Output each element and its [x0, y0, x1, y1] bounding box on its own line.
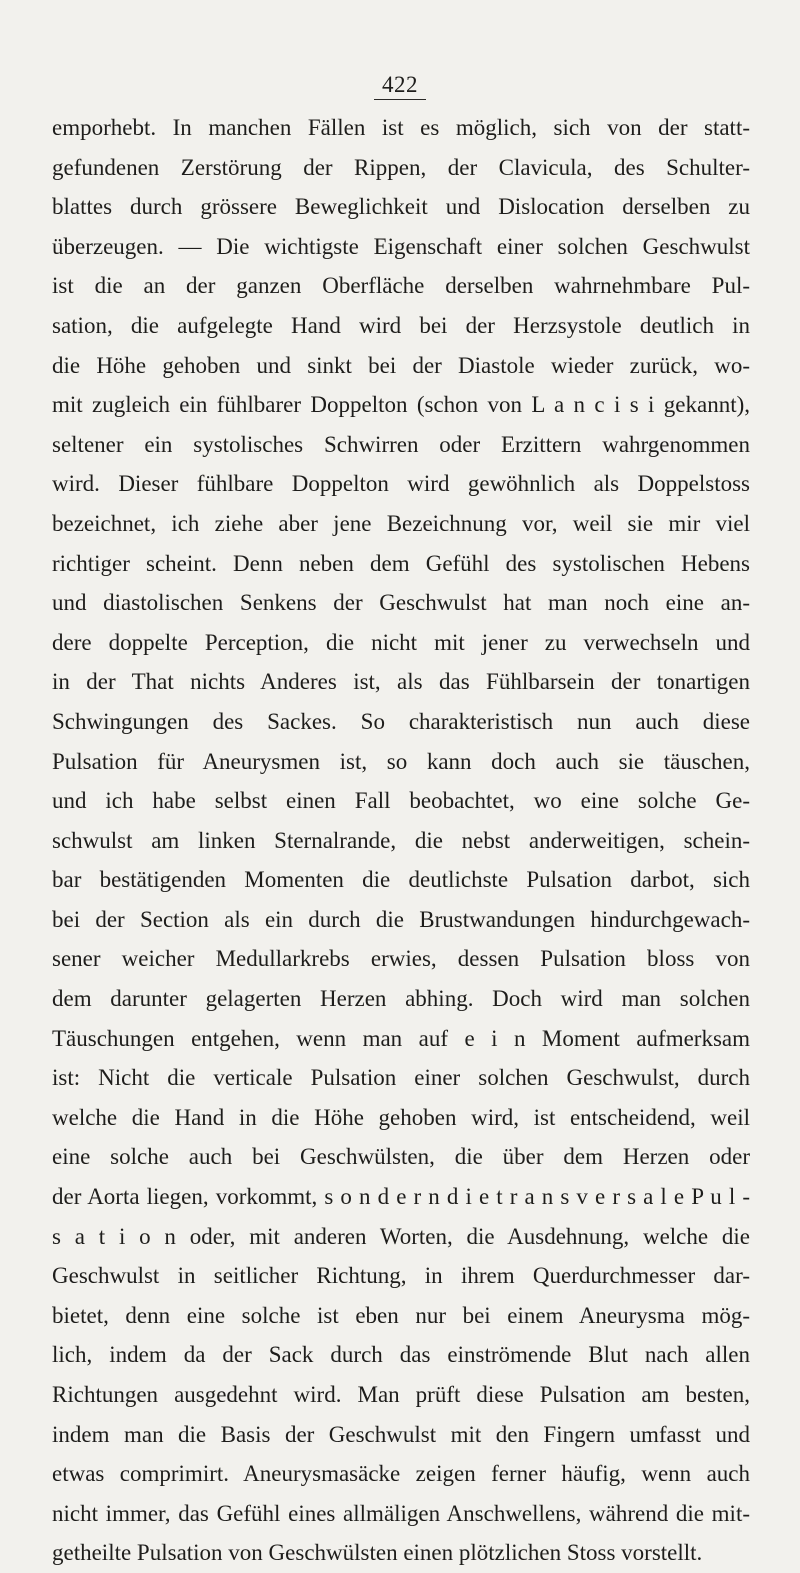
- text-line: welche die Hand in die Höhe gehoben wird, ist entscheidend, weil: [52, 1104, 750, 1130]
- text-line: lich, indem da der Sack durch das einströmende Blut nach allen: [52, 1342, 750, 1368]
- text-line: sation, die aufgelegte Hand wird bei der Herzsystole deutlich in: [52, 312, 750, 338]
- text-line: emporhebt. In manchen Fällen ist es möglich, sich von der statt-: [52, 115, 750, 140]
- text-line: dere doppelte Perception, die nicht mit jener zu verwechseln und: [52, 629, 750, 655]
- text-line: eine solche auch bei Geschwülsten, die über dem Herzen oder: [52, 1144, 750, 1170]
- text-line: wird. Dieser fühlbare Doppelton wird gewöhnlich als Doppelstoss: [52, 471, 750, 497]
- text-line: ist: Nicht die verticale Pulsation einer solchen Geschwulst, durch: [52, 1065, 750, 1091]
- page-number: [0, 72, 800, 100]
- text-line: richtiger scheint. Denn neben dem Gefühl des systolischen Hebens: [52, 550, 750, 576]
- text-line: seltener ein systolisches Schwirren oder Erzittern wahrgenommen: [52, 431, 750, 457]
- text-line: gefundenen Zerstörung der Rippen, der Clavicula, des Schulter-: [52, 154, 750, 180]
- text-line: bietet, denn eine solche ist eben nur bei einem Aneurysma mög-: [52, 1302, 750, 1328]
- text-line: sener weicher Medullarkrebs erwies, dessen Pulsation bloss von: [52, 946, 750, 972]
- text-line: Schwingungen des Sackes. So charakteristisch nun auch diese: [52, 708, 750, 734]
- page-number-text: 422: [374, 72, 426, 100]
- text-line: indem man die Basis der Geschwulst mit den Fingern umfasst und: [52, 1421, 750, 1447]
- text-line: bezeichnet, ich ziehe aber jene Bezeichnung vor, weil sie mir viel: [52, 510, 750, 536]
- text-line: überzeugen. — Die wichtigste Eigenschaft einer solchen Geschwulst: [52, 233, 750, 259]
- text-line: Geschwulst in seitlicher Richtung, in ihrem Querdurchmesser dar-: [52, 1263, 750, 1289]
- text-line: und diastolischen Senkens der Geschwulst hat man noch eine an-: [52, 590, 750, 616]
- text-line: blattes durch grössere Beweglichkeit und Dislocation derselben zu: [52, 194, 750, 220]
- text-line: nicht immer, das Gefühl eines allmäligen Anschwellens, während die mit-: [52, 1500, 750, 1526]
- text-line: schwulst am linken Sternalrande, die nebst anderweitigen, schein-: [52, 827, 750, 853]
- text-line: ist die an der ganzen Oberfläche derselben wahrnehmbare Pul-: [52, 273, 750, 299]
- text-line: dem darunter gelagerten Herzen abhing. Doch wird man solchen: [52, 986, 750, 1012]
- text-line: in der That nichts Anderes ist, als das Fühlbarsein der tonartigen: [52, 669, 750, 695]
- text-line: und ich habe selbst einen Fall beobachtet, wo eine solche Ge-: [52, 788, 750, 814]
- text-line: bei der Section als ein durch die Brustwandungen hindurchgewach-: [52, 906, 750, 932]
- text-line: Täuschungen entgehen, wenn man auf e i n Moment aufmerksam: [52, 1025, 750, 1051]
- text-line: Richtungen ausgedehnt wird. Man prüft diese Pulsation am besten,: [52, 1382, 750, 1407]
- text-line: bar bestätigenden Momenten die deutlichste Pulsation darbot, sich: [52, 867, 750, 893]
- text-line: der Aorta liegen, vorkommt, s o n d e r n d i e t r a n s v e r s a l e P u l -: [52, 1184, 750, 1210]
- text-line: mit zugleich ein fühlbarer Doppelton (schon von L a n c i s i gekannt),: [52, 392, 750, 418]
- text-line: getheilte Pulsation von Geschwülsten einen plötzlichen Stoss vorstellt.: [52, 1540, 703, 1566]
- text-line: etwas comprimirt. Aneurysmasäcke zeigen ferner häufig, wenn auch: [52, 1461, 750, 1487]
- text-line: s a t i o n oder, mit anderen Worten, die Ausdehnung, welche die: [52, 1223, 750, 1249]
- text-line: die Höhe gehoben und sinkt bei der Diastole wieder zurück, wo-: [52, 352, 750, 378]
- body-text: [52, 108, 750, 1573]
- text-line: Pulsation für Aneurysmen ist, so kann doch auch sie täuschen,: [52, 748, 750, 774]
